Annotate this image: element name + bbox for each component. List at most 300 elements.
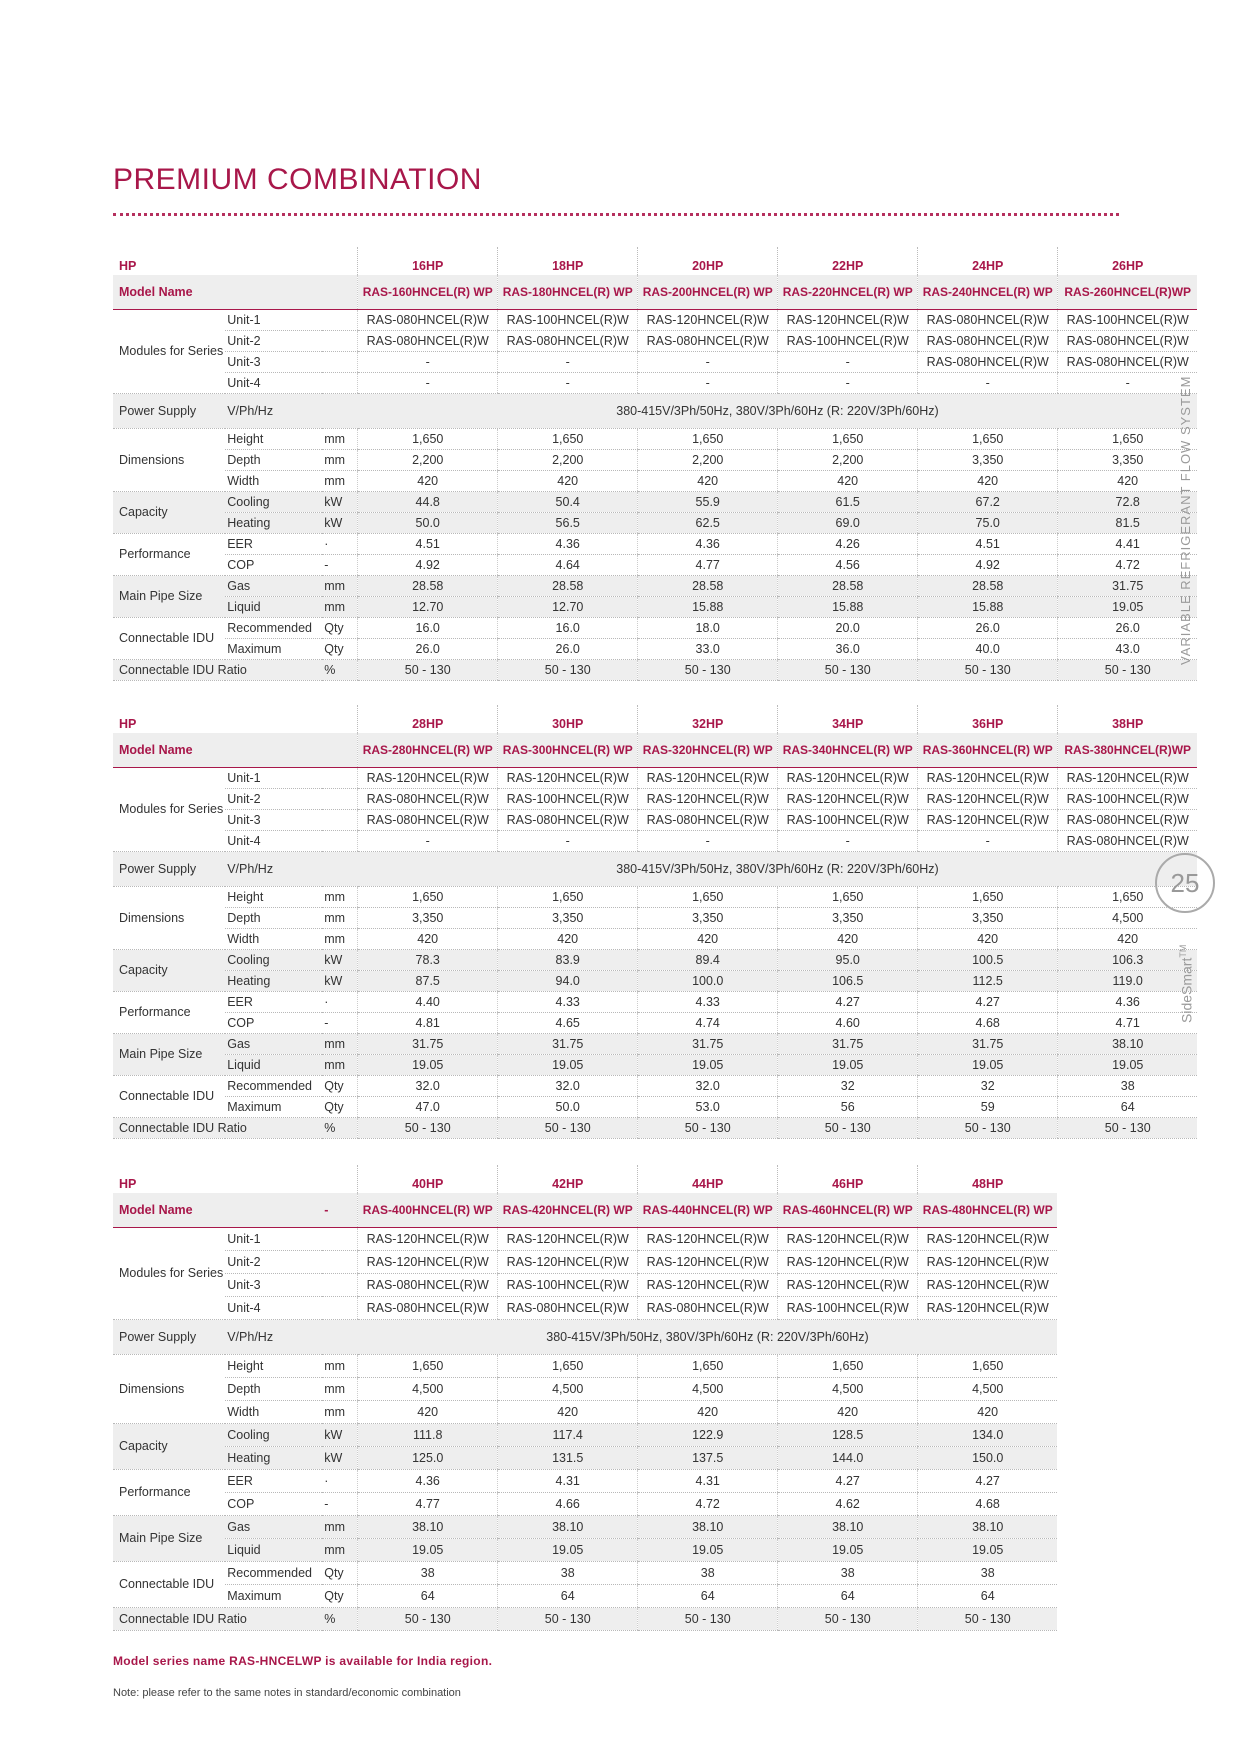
unit3-row bbox=[113, 352, 1197, 373]
cop-row-unit: - bbox=[322, 1013, 358, 1034]
hp-value: 22HP bbox=[778, 247, 918, 275]
unit4-row-value: - bbox=[918, 831, 1058, 852]
recommended-row-label: Recommended bbox=[225, 618, 322, 639]
unit4-row-value: RAS-100HNCEL(R)W bbox=[778, 1297, 918, 1320]
eer-row-group: Performance bbox=[113, 1470, 225, 1516]
unit2-row bbox=[113, 331, 1197, 352]
unit1-row-group: Modules for Series bbox=[113, 768, 225, 852]
liquid-row-value: 12.70 bbox=[498, 597, 638, 618]
maximum-row bbox=[113, 1097, 1197, 1118]
eer-row-label: EER bbox=[225, 992, 322, 1013]
unit2-row-value: RAS-080HNCEL(R)W bbox=[1058, 331, 1198, 352]
depth-row-value: 2,200 bbox=[638, 450, 778, 471]
unit4-row-value: - bbox=[358, 373, 498, 394]
unit2-row-value: RAS-120HNCEL(R)W bbox=[778, 1251, 918, 1274]
unit3-row-label: Unit-3 bbox=[225, 810, 322, 831]
cop-row-value: 4.77 bbox=[638, 555, 778, 576]
hp-value: 42HP bbox=[498, 1165, 638, 1193]
heating-row-label: Heating bbox=[225, 971, 322, 992]
power-supply-value: 380-415V/3Ph/50Hz, 380V/3Ph/60Hz (R: 220V/3Ph/60Hz) bbox=[358, 394, 1198, 429]
heating-row-value: 87.5 bbox=[358, 971, 498, 992]
cooling-row bbox=[113, 950, 1197, 971]
width-row-label: Width bbox=[225, 471, 322, 492]
hp-row bbox=[113, 705, 1197, 733]
cop-row-value: 4.65 bbox=[498, 1013, 638, 1034]
heating-row-value: 144.0 bbox=[778, 1447, 918, 1470]
height-row-value: 1,650 bbox=[498, 887, 638, 908]
unit3-row-value: - bbox=[778, 352, 918, 373]
width-row bbox=[113, 1401, 1057, 1424]
unit3-row-value: RAS-100HNCEL(R)W bbox=[498, 1274, 638, 1297]
unit3-row-value: - bbox=[358, 352, 498, 373]
liquid-row bbox=[113, 1539, 1057, 1562]
width-row-value: 420 bbox=[638, 929, 778, 950]
liquid-row bbox=[113, 1055, 1197, 1076]
heating-row-value: 131.5 bbox=[498, 1447, 638, 1470]
idu-ratio-value: 50 - 130 bbox=[358, 1118, 498, 1139]
height-row-label: Height bbox=[225, 429, 322, 450]
depth-row-value: 4,500 bbox=[1058, 908, 1198, 929]
liquid-row-value: 15.88 bbox=[638, 597, 778, 618]
depth-row-label: Depth bbox=[225, 1378, 322, 1401]
depth-row-value: 2,200 bbox=[358, 450, 498, 471]
model-name-row bbox=[113, 1193, 1057, 1228]
model-name: RAS-300HNCEL(R) WP bbox=[498, 733, 638, 768]
unit4-row-value: RAS-080HNCEL(R)W bbox=[358, 1297, 498, 1320]
eer-row-label: EER bbox=[225, 1470, 322, 1493]
height-row-group: Dimensions bbox=[113, 1355, 225, 1424]
hp-value: 24HP bbox=[918, 247, 1058, 275]
eer-row-value: 4.31 bbox=[638, 1470, 778, 1493]
unit2-row-value: RAS-120HNCEL(R)W bbox=[638, 789, 778, 810]
unit4-row-unit bbox=[322, 1297, 358, 1320]
height-row-group: Dimensions bbox=[113, 429, 225, 492]
idu-ratio-value: 50 - 130 bbox=[498, 1118, 638, 1139]
recommended-row-group: Connectable IDU bbox=[113, 1562, 225, 1608]
gas-row-value: 31.75 bbox=[918, 1034, 1058, 1055]
liquid-row-value: 19.05 bbox=[918, 1539, 1058, 1562]
eer-row-value: 4.27 bbox=[778, 1470, 918, 1493]
unit1-row-value: RAS-120HNCEL(R)W bbox=[498, 768, 638, 789]
idu-ratio-label: Connectable IDU Ratio bbox=[113, 660, 322, 681]
hp-value: 18HP bbox=[498, 247, 638, 275]
gas-row bbox=[113, 1516, 1057, 1539]
unit2-row-value: RAS-100HNCEL(R)W bbox=[1058, 789, 1198, 810]
unit1-row-value: RAS-120HNCEL(R)W bbox=[638, 310, 778, 331]
gas-row-value: 38.10 bbox=[498, 1516, 638, 1539]
width-row-value: 420 bbox=[358, 1401, 498, 1424]
model-name-unit bbox=[322, 733, 358, 768]
eer-row-value: 4.36 bbox=[498, 534, 638, 555]
height-row-value: 1,650 bbox=[638, 1355, 778, 1378]
unit2-row-unit bbox=[322, 789, 358, 810]
brand-name: SideSmart bbox=[1178, 957, 1195, 1023]
heating-row bbox=[113, 513, 1197, 534]
maximum-row-value: 56 bbox=[778, 1097, 918, 1118]
cooling-row bbox=[113, 1424, 1057, 1447]
heating-row-value: 150.0 bbox=[918, 1447, 1058, 1470]
liquid-row bbox=[113, 597, 1197, 618]
heating-row-value: 75.0 bbox=[918, 513, 1058, 534]
power-supply-value: 380-415V/3Ph/50Hz, 380V/3Ph/60Hz (R: 220V/3Ph/60Hz) bbox=[358, 852, 1198, 887]
unit4-row-unit bbox=[322, 831, 358, 852]
unit2-row-value: RAS-120HNCEL(R)W bbox=[638, 1251, 778, 1274]
recommended-row-unit: Qty bbox=[322, 618, 358, 639]
unit4-row-value: RAS-080HNCEL(R)W bbox=[1058, 831, 1198, 852]
height-row bbox=[113, 887, 1197, 908]
model-name: RAS-480HNCEL(R) WP bbox=[918, 1193, 1058, 1228]
heating-row-value: 119.0 bbox=[1058, 971, 1198, 992]
recommended-row-value: 38 bbox=[778, 1562, 918, 1585]
hp-value: 20HP bbox=[638, 247, 778, 275]
unit2-row-label: Unit-2 bbox=[225, 789, 322, 810]
gas-row-unit: mm bbox=[322, 1516, 358, 1539]
unit4-row-value: - bbox=[778, 831, 918, 852]
width-row-label: Width bbox=[225, 929, 322, 950]
recommended-row-group: Connectable IDU bbox=[113, 618, 225, 660]
unit4-row-label: Unit-4 bbox=[225, 373, 322, 394]
eer-row-value: 4.36 bbox=[358, 1470, 498, 1493]
eer-row-value: 4.36 bbox=[638, 534, 778, 555]
model-name: RAS-400HNCEL(R) WP bbox=[358, 1193, 498, 1228]
idu-ratio-unit: % bbox=[322, 1608, 358, 1631]
gas-row-value: 31.75 bbox=[1058, 576, 1198, 597]
maximum-row-label: Maximum bbox=[225, 1585, 322, 1608]
gas-row-value: 38.10 bbox=[638, 1516, 778, 1539]
height-row-value: 1,650 bbox=[778, 887, 918, 908]
depth-row-value: 2,200 bbox=[778, 450, 918, 471]
power-supply-row bbox=[113, 852, 1197, 887]
model-name-row bbox=[113, 733, 1197, 768]
idu-ratio-value: 50 - 130 bbox=[918, 1118, 1058, 1139]
gas-row-value: 28.58 bbox=[638, 576, 778, 597]
heating-row-value: 137.5 bbox=[638, 1447, 778, 1470]
gas-row-value: 28.58 bbox=[358, 576, 498, 597]
idu-ratio-label: Connectable IDU Ratio bbox=[113, 1118, 322, 1139]
idu-ratio-value: 50 - 130 bbox=[638, 1118, 778, 1139]
maximum-row-value: 64 bbox=[498, 1585, 638, 1608]
eer-row-value: 4.27 bbox=[918, 1470, 1058, 1493]
cop-row-value: 4.66 bbox=[498, 1493, 638, 1516]
unit1-row-value: RAS-100HNCEL(R)W bbox=[498, 310, 638, 331]
brand-label bbox=[1178, 945, 1195, 1023]
idu-ratio-unit: % bbox=[322, 1118, 358, 1139]
cop-row-value: 4.72 bbox=[638, 1493, 778, 1516]
unit3-row-value: RAS-100HNCEL(R)W bbox=[778, 810, 918, 831]
unit1-row-unit bbox=[322, 768, 358, 789]
liquid-row-value: 19.05 bbox=[1058, 1055, 1198, 1076]
power-supply-label: Power Supply bbox=[113, 1320, 225, 1355]
gas-row-group: Main Pipe Size bbox=[113, 576, 225, 618]
recommended-row-value: 26.0 bbox=[1058, 618, 1198, 639]
model-name: RAS-180HNCEL(R) WP bbox=[498, 275, 638, 310]
width-row-value: 420 bbox=[778, 929, 918, 950]
power-supply-label: Power Supply bbox=[113, 852, 225, 887]
recommended-row-group: Connectable IDU bbox=[113, 1076, 225, 1118]
heating-row-label: Heating bbox=[225, 1447, 322, 1470]
height-row-unit: mm bbox=[322, 429, 358, 450]
height-row-unit: mm bbox=[322, 1355, 358, 1378]
eer-row-value: 4.40 bbox=[358, 992, 498, 1013]
unit3-row-label: Unit-3 bbox=[225, 1274, 322, 1297]
spec-table-3 bbox=[113, 1165, 1057, 1631]
cooling-row-unit: kW bbox=[322, 492, 358, 513]
hp-label: HP bbox=[119, 717, 137, 731]
gas-row-value: 28.58 bbox=[778, 576, 918, 597]
cop-row-value: 4.71 bbox=[1058, 1013, 1198, 1034]
hp-value: 44HP bbox=[638, 1165, 778, 1193]
unit2-row bbox=[113, 789, 1197, 810]
cop-row bbox=[113, 1013, 1197, 1034]
liquid-row-value: 19.05 bbox=[778, 1539, 918, 1562]
height-row bbox=[113, 429, 1197, 450]
model-name: RAS-340HNCEL(R) WP bbox=[778, 733, 918, 768]
height-row-label: Height bbox=[225, 1355, 322, 1378]
depth-row-value: 3,350 bbox=[918, 908, 1058, 929]
eer-row-value: 4.41 bbox=[1058, 534, 1198, 555]
unit1-row-value: RAS-120HNCEL(R)W bbox=[918, 768, 1058, 789]
model-name: RAS-460HNCEL(R) WP bbox=[778, 1193, 918, 1228]
heating-row-unit: kW bbox=[322, 513, 358, 534]
model-name: RAS-440HNCEL(R) WP bbox=[638, 1193, 778, 1228]
width-row bbox=[113, 471, 1197, 492]
idu-ratio-unit: % bbox=[322, 660, 358, 681]
liquid-row-value: 19.05 bbox=[918, 1055, 1058, 1076]
eer-row-unit: · bbox=[322, 534, 358, 555]
cop-row-value: 4.72 bbox=[1058, 555, 1198, 576]
recommended-row-unit: Qty bbox=[322, 1076, 358, 1097]
maximum-row-value: 64 bbox=[358, 1585, 498, 1608]
unit4-row-value: - bbox=[778, 373, 918, 394]
cop-row-value: 4.77 bbox=[358, 1493, 498, 1516]
width-row-value: 420 bbox=[1058, 471, 1198, 492]
unit4-row bbox=[113, 831, 1197, 852]
heating-row-value: 50.0 bbox=[358, 513, 498, 534]
maximum-row-value: 59 bbox=[918, 1097, 1058, 1118]
heating-row-value: 69.0 bbox=[778, 513, 918, 534]
idu-ratio-value: 50 - 130 bbox=[918, 660, 1058, 681]
unit1-row-group: Modules for Series bbox=[113, 310, 225, 394]
cop-row bbox=[113, 555, 1197, 576]
heating-row bbox=[113, 971, 1197, 992]
recommended-row-value: 38 bbox=[918, 1562, 1058, 1585]
hp-value: 32HP bbox=[638, 705, 778, 733]
model-name-label: Model Name bbox=[113, 275, 322, 310]
cooling-row-value: 111.8 bbox=[358, 1424, 498, 1447]
model-name: RAS-420HNCEL(R) WP bbox=[498, 1193, 638, 1228]
power-supply-unit bbox=[322, 394, 358, 429]
unit3-row-value: RAS-120HNCEL(R)W bbox=[918, 810, 1058, 831]
unit1-row bbox=[113, 1228, 1057, 1251]
height-row-value: 1,650 bbox=[498, 429, 638, 450]
width-row-value: 420 bbox=[918, 929, 1058, 950]
depth-row-value: 4,500 bbox=[358, 1378, 498, 1401]
gas-row-value: 28.58 bbox=[918, 576, 1058, 597]
unit4-row-value: RAS-080HNCEL(R)W bbox=[638, 1297, 778, 1320]
spec-table-1 bbox=[113, 247, 1197, 681]
unit1-row-value: RAS-080HNCEL(R)W bbox=[358, 310, 498, 331]
unit1-row-value: RAS-120HNCEL(R)W bbox=[638, 768, 778, 789]
depth-row-value: 3,350 bbox=[918, 450, 1058, 471]
width-row-value: 420 bbox=[638, 471, 778, 492]
cooling-row-value: 50.4 bbox=[498, 492, 638, 513]
maximum-row-value: 47.0 bbox=[358, 1097, 498, 1118]
power-supply-value: 380-415V/3Ph/50Hz, 380V/3Ph/60Hz (R: 220V/3Ph/60Hz) bbox=[358, 1320, 1058, 1355]
heating-row-value: 125.0 bbox=[358, 1447, 498, 1470]
gas-row-unit: mm bbox=[322, 576, 358, 597]
heating-row bbox=[113, 1447, 1057, 1470]
cooling-row-value: 122.9 bbox=[638, 1424, 778, 1447]
idu-ratio-value: 50 - 130 bbox=[778, 1118, 918, 1139]
hp-value: 30HP bbox=[498, 705, 638, 733]
unit1-row-value: RAS-120HNCEL(R)W bbox=[1058, 768, 1198, 789]
vphhz-label: V/Ph/Hz bbox=[225, 852, 322, 887]
width-row-value: 420 bbox=[358, 471, 498, 492]
gas-row bbox=[113, 1034, 1197, 1055]
hp-value: 34HP bbox=[778, 705, 918, 733]
unit2-row-value: RAS-120HNCEL(R)W bbox=[358, 1251, 498, 1274]
power-supply-row bbox=[113, 394, 1197, 429]
unit1-row-value: RAS-120HNCEL(R)W bbox=[358, 1228, 498, 1251]
cop-row-unit: - bbox=[322, 1493, 358, 1516]
unit1-row-value: RAS-120HNCEL(R)W bbox=[638, 1228, 778, 1251]
height-row-value: 1,650 bbox=[1058, 887, 1198, 908]
depth-row-unit: mm bbox=[322, 908, 358, 929]
width-row-value: 420 bbox=[358, 929, 498, 950]
unit1-row-value: RAS-080HNCEL(R)W bbox=[918, 310, 1058, 331]
model-name: RAS-200HNCEL(R) WP bbox=[638, 275, 778, 310]
cooling-row-value: 78.3 bbox=[358, 950, 498, 971]
gas-row-label: Gas bbox=[225, 576, 322, 597]
heating-row-value: 112.5 bbox=[918, 971, 1058, 992]
depth-row-value: 3,350 bbox=[498, 908, 638, 929]
gas-row-label: Gas bbox=[225, 1516, 322, 1539]
liquid-row-unit: mm bbox=[322, 1055, 358, 1076]
unit4-row-value: - bbox=[498, 831, 638, 852]
maximum-row-value: 36.0 bbox=[778, 639, 918, 660]
depth-row-value: 3,350 bbox=[1058, 450, 1198, 471]
recommended-row bbox=[113, 1076, 1197, 1097]
cop-row-label: COP bbox=[225, 1493, 322, 1516]
unit4-row-value: RAS-120HNCEL(R)W bbox=[918, 1297, 1058, 1320]
height-row-value: 1,650 bbox=[918, 887, 1058, 908]
unit3-row-value: RAS-120HNCEL(R)W bbox=[918, 1274, 1058, 1297]
gas-row-group: Main Pipe Size bbox=[113, 1034, 225, 1076]
eer-row bbox=[113, 534, 1197, 555]
cop-row-value: 4.56 bbox=[778, 555, 918, 576]
eer-row-value: 4.51 bbox=[918, 534, 1058, 555]
idu-ratio-value: 50 - 130 bbox=[778, 660, 918, 681]
eer-row bbox=[113, 1470, 1057, 1493]
unit2-row-value: RAS-120HNCEL(R)W bbox=[918, 1251, 1058, 1274]
depth-row-label: Depth bbox=[225, 450, 322, 471]
height-row-value: 1,650 bbox=[638, 887, 778, 908]
width-row bbox=[113, 929, 1197, 950]
maximum-row bbox=[113, 1585, 1057, 1608]
cop-row-label: COP bbox=[225, 555, 322, 576]
recommended-row-value: 18.0 bbox=[638, 618, 778, 639]
liquid-row-label: Liquid bbox=[225, 1539, 322, 1562]
gas-row-value: 31.75 bbox=[638, 1034, 778, 1055]
idu-ratio-row bbox=[113, 1608, 1057, 1631]
unit1-row-group: Modules for Series bbox=[113, 1228, 225, 1320]
height-row-value: 1,650 bbox=[498, 1355, 638, 1378]
unit2-row-unit bbox=[322, 331, 358, 352]
side-label: VARIABLE REFRIGERANT FLOW SYSTEM bbox=[1178, 375, 1193, 665]
liquid-row-label: Liquid bbox=[225, 1055, 322, 1076]
width-row-value: 420 bbox=[498, 471, 638, 492]
hp-value: 48HP bbox=[918, 1165, 1058, 1193]
hp-label: HP bbox=[119, 1177, 137, 1191]
recommended-row-label: Recommended bbox=[225, 1562, 322, 1585]
maximum-row-value: 40.0 bbox=[918, 639, 1058, 660]
unit3-row-unit bbox=[322, 810, 358, 831]
unit3-row-unit bbox=[322, 352, 358, 373]
recommended-row-value: 32.0 bbox=[638, 1076, 778, 1097]
width-row-value: 420 bbox=[918, 471, 1058, 492]
cooling-row-value: 72.8 bbox=[1058, 492, 1198, 513]
cooling-row-unit: kW bbox=[322, 950, 358, 971]
power-supply-unit bbox=[322, 1320, 358, 1355]
hp-value: 38HP bbox=[1058, 705, 1198, 733]
cooling-row-value: 106.3 bbox=[1058, 950, 1198, 971]
liquid-row-value: 19.05 bbox=[778, 1055, 918, 1076]
eer-row-value: 4.26 bbox=[778, 534, 918, 555]
model-name-label: Model Name bbox=[113, 733, 322, 768]
unit2-row-value: RAS-080HNCEL(R)W bbox=[638, 331, 778, 352]
width-row-value: 420 bbox=[918, 1401, 1058, 1424]
model-name: RAS-260HNCEL(R)WP bbox=[1058, 275, 1198, 310]
gas-row-value: 38.10 bbox=[358, 1516, 498, 1539]
maximum-row-value: 50.0 bbox=[498, 1097, 638, 1118]
cop-row-value: 4.68 bbox=[918, 1013, 1058, 1034]
hp-value: 26HP bbox=[1058, 247, 1198, 275]
page-number: 25 bbox=[1155, 853, 1215, 913]
height-row-label: Height bbox=[225, 887, 322, 908]
vphhz-label: V/Ph/Hz bbox=[225, 394, 322, 429]
unit3-row-value: RAS-080HNCEL(R)W bbox=[1058, 810, 1198, 831]
gas-row-value: 31.75 bbox=[358, 1034, 498, 1055]
unit1-row bbox=[113, 310, 1197, 331]
depth-row-value: 2,200 bbox=[498, 450, 638, 471]
cooling-row-value: 61.5 bbox=[778, 492, 918, 513]
hp-value: 36HP bbox=[918, 705, 1058, 733]
depth-row bbox=[113, 450, 1197, 471]
brand-mark: TM bbox=[1178, 944, 1188, 958]
recommended-row-value: 20.0 bbox=[778, 618, 918, 639]
model-name: RAS-160HNCEL(R) WP bbox=[358, 275, 498, 310]
recommended-row bbox=[113, 1562, 1057, 1585]
height-row-value: 1,650 bbox=[918, 1355, 1058, 1378]
standard-note: Note: please refer to the same notes in standard/economic combination bbox=[113, 1687, 461, 1699]
unit2-row-value: RAS-100HNCEL(R)W bbox=[498, 789, 638, 810]
liquid-row-value: 19.05 bbox=[358, 1055, 498, 1076]
recommended-row-value: 32 bbox=[918, 1076, 1058, 1097]
cooling-row-value: 100.5 bbox=[918, 950, 1058, 971]
unit3-row bbox=[113, 810, 1197, 831]
maximum-row-value: 33.0 bbox=[638, 639, 778, 660]
eer-row-group: Performance bbox=[113, 534, 225, 576]
recommended-row-value: 32.0 bbox=[358, 1076, 498, 1097]
unit4-row-value: - bbox=[638, 831, 778, 852]
cooling-row-unit: kW bbox=[322, 1424, 358, 1447]
idu-ratio-value: 50 - 130 bbox=[918, 1608, 1058, 1631]
maximum-row-value: 64 bbox=[638, 1585, 778, 1608]
unit1-row-unit bbox=[322, 310, 358, 331]
unit2-row-value: RAS-100HNCEL(R)W bbox=[778, 331, 918, 352]
cooling-row-value: 95.0 bbox=[778, 950, 918, 971]
depth-row-label: Depth bbox=[225, 908, 322, 929]
